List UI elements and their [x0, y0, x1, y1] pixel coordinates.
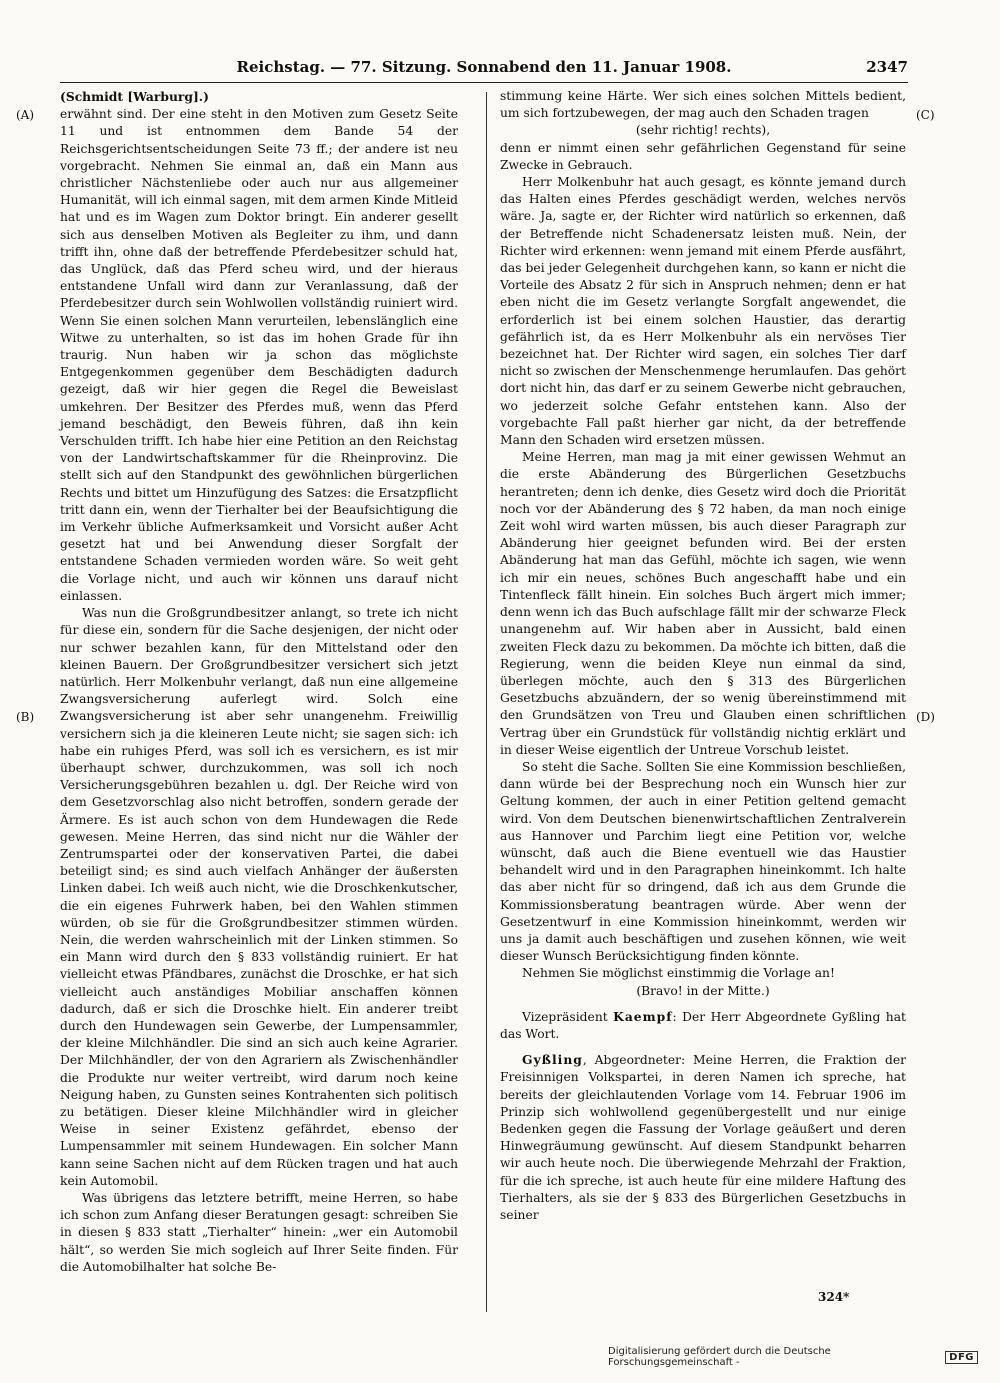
column-divider [486, 92, 487, 1312]
footer-credit: Digitalisierung gefördert durch die Deutsche Forschungsgemeinschaft - [608, 1346, 831, 1368]
left-paragraph-3: Was übrigens das letztere betrifft, meine Herren, so habe ich schon zum Anfang dieser Beratungen gesagt: schreiben Sie in diesen § 833 statt „Tierhalter“ hinein: „wer ein Automobil hält“, so werden Sie mich sogleich auf Ihrer Seite finden. Für die Automobilhalter hat solche Be- [60, 1191, 458, 1274]
margin-marker-d: (D) [916, 710, 935, 724]
right-paragraph-1: stimmung keine Härte. Wer sich eines solchen Mittels bedient, um sich fortzubewegen, der mag auch den Schaden tragen [500, 89, 906, 121]
margin-marker-a: (A) [16, 108, 35, 122]
right-paragraph-4: Meine Herren, man mag ja mit einer gewissen Wehmut an die erste Abänderung des Bürgerlichen Gesetzbuchs herantreten; denn ich denke, dies Gesetz wird doch die Priorität noch vor der Abänderung des § 72 haben, da man noch einige Zeit wohl wird warten müssen, bis auch dieser Paragraph zur Abänderung hier geeignet befunden wird. Bei der ersten Abänderung hat man das Gefühl, möchte ich sagen, wie wenn ich mir ein neues, schönes Buch angeschafft habe und ein Tintenfleck fällt hinein. Ein solches Buch ärgert mich immer; denn wenn ich das Buch aufschlage fällt mir der schwarze Fleck unangenehm auf. Wir haben aber in Aussicht, bald einen zweiten Fleck dazu zu bekommen. Da möchte ich bitten, daß die Regierung, wenn die beiden Kleye nun einmal da sind, überlegen möchte, auch den § 313 des Bürgerlichen Gesetzbuchs abzuändern, der so wenig übereinstimmend mit den Grundsätzen von Treu und Glauben einen schriftlichen Vertrag über ein Grundstück für vollständig nichtig erklärt und in dieser Weise eigentlich der Untreue Vorschub leistet. [500, 450, 906, 757]
interjection-2: (Bravo! in der Mitte.) [636, 983, 770, 998]
right-paragraph-6: Nehmen Sie möglichst einstimmig die Vorlage an! [522, 966, 835, 981]
president-statement: Vizepräsident Kaempf: Der Herr Abgeordnete Gyßling hat das Wort. [500, 1008, 906, 1041]
header-rule [60, 82, 908, 83]
right-column [500, 88, 906, 1224]
footer [608, 1348, 978, 1366]
left-column [60, 88, 458, 1276]
dfg-logo: DFG [945, 1351, 978, 1364]
running-title: Reichstag. — 77. Sitzung. Sonnabend den 11. Januar 1908. [236, 58, 732, 76]
speaker2-statement: Gyßling, Abgeordneter: Meine Herren, die Fraktion der Freisinnigen Volkspartei, in deren Namen ich spreche, hat bereits der gleichlautenden Vorlage vom 14. Februar 1906 im Prinzip sich wohlwollend gegenübergestellt und nur einige Bedenken gegen die Fassung der Vorlage geäußert und deren Hinwegräumung gewünscht. Auf diesem Standpunkt beharren wir auch heute noch. Die überwiegende Mehrzahl der Fraktion, für die ich spreche, ist auch heute für eine mildere Haftung des Tierhalters, als sie der § 833 des Bürgerlichen Gesetzbuchs in seiner [500, 1052, 906, 1222]
margin-marker-c: (C) [916, 108, 935, 122]
president-name: Kaempf [613, 1008, 673, 1024]
right-paragraph-5: So steht die Sache. Sollten Sie eine Kommission beschließen, dann würde bei der Besprechung noch ein Wunsch hier zur Geltung kommen, der auch in einer Petition geltend gemacht wird. Von dem Deutschen bienenwirtschaftlichen Zentralverein aus Hannover und Parchim liegt eine Petition vor, welche wünscht, daß auch die Biene eventuell wie das Haustier behandelt wird und in den Paragraphen hineinkommt. Ich halte das aber nicht für so dringend, daß ich aus dem Grunde die Kommissionsberatung beantragen würde. Aber wenn der Gesetzentwurf in eine Kommission hineinkommt, werden wir uns ja damit auch beschäftigen und zusehen können, wie weit dieser Wunsch Berücksichtigung finden könnte. [500, 759, 906, 964]
page-header [60, 58, 908, 80]
left-paragraph-2: Was nun die Großgrundbesitzer anlangt, so trete ich nicht für diese ein, sondern für die Sache desjenigen, der nicht oder nur schwer bezahlen kann, für den Mittelstand oder den kleinen Bauern. Der Großgrundbesitzer versichert sich jetzt natürlich. Herr Molkenbuhr verlangt, daß nun eine allgemeine Zwangsversicherung auferlegt wird. Solch eine Zwangsversicherung ist aber sehr unangenehm. Freiwillig versichern sich ja die kleineren Leute nicht; sie sagen sich: ich habe ein ruhiges Pferd, was soll ich es versichern, es ist mir überhaupt schwer, durchzukommen, was soll ich noch Versicherungsgebühren bezahlen u. dgl. Der Reiche wird von dem Gesetzvorschlag also nicht betroffen, sondern gerade der Ärmere. Es ist auch schon von dem Hundewagen die Rede gewesen. Meine Herren, das sind nicht nur die Wähler der Zentrumspartei oder der konservativen Partei, die dabei beteiligt sind; es sind auch vielfach Anhänger der äußersten Linken dabei. Ich weiß auch nicht, wie die Droschkenkutscher, die ein eigenes Fuhrwerk haben, bei den Wahlen stimmen würden, ob sie für die Großgrundbesitzer stimmen würden. Nein, die werden wahrscheinlich mit der Linken stimmen. So ein Mann wird durch den § 833 vollständig ruiniert. Er hat vielleicht etwas Pfändbares, zunächst die Droschke, er hat sich vielleicht auch anständiges Mobiliar anschaffen können dadurch, daß er sich die Droschke hielt. Ein anderer treibt durch den Hundewagen sein Gewerbe, der Lumpensammler, der kleine Milchhändler. Die sind an sich auch keine Agrarier. Der Milchhändler, der von den Agrariern als Zwischenhändler die Produkte nur weiter vertreibt, wird darum noch keine Neigung haben, zu Gunsten seines Kontrahenten sich politisch zu betätigen. Dieser kleine Milchhändler wird in gleicher Weise in seiner Existenz gefährdet, ebenso der Lumpensammler mit seinem Hundewagen. Ein solcher Mann kann seine Sachen nicht auf dem Rücken tragen und hat auch kein Automobil. [60, 606, 458, 1188]
margin-marker-b: (B) [16, 710, 35, 724]
right-paragraph-3: Herr Molkenbuhr hat auch gesagt, es könnte jemand durch das Halten eines Pferdes geschädigt werden, welches nervös wäre. Ja, sagte er, der Richter wird natürlich so erkennen, daß der Betreffende nicht Schadenersatz leisten muß. Nein, der Richter wird erkennen: wenn jemand mit einem Pferde ausfährt, das bei jeder Gelegenheit durchgehen kann, so kann er nicht die Vorteile des Absatz 2 für sich in Anspruch nehmen; denn er hat eben nicht die im Gesetz verlangte Sorgfalt angewendet, die erforderlich ist bei einem solchen Haustier, das derartig gefährlich ist, da es Herr Molkenbuhr als ein nervöses Tier bezeichnet hat. Der Richter wird sagen, ein solches Tier darf nicht so zwischen der Menschenmenge herumlaufen. Das gehört dort nicht hin, das darf er zu seinem Gewerbe nicht gebrauchen, wo jederzeit solche Gefahr entstehen kann. Also der vorgebachte Fall paßt hierher gar nicht, da der betreffende Mann den Schaden wird ersetzen müssen. [500, 175, 906, 448]
interjection-1: (sehr richtig! rechts), [635, 123, 771, 138]
page-number: 2347 [866, 58, 908, 76]
speaker2-name: Gyßling [522, 1052, 583, 1068]
speaker-tag: (Schmidt [Warburg].) [60, 89, 209, 104]
right-paragraph-2: denn er nimmt einen sehr gefährlichen Gegenstand für seine Zwecke in Gebrauch. [500, 140, 906, 172]
signature-mark: 324* [818, 1290, 850, 1304]
left-paragraph-1: erwähnt sind. Der eine steht in den Motiven zum Gesetz Seite 11 und ist entnommen dem Bande 54 der Reichsgerichtsentscheidungen Seite 73 ff.; der andere ist neu vorgebracht. Nehmen Sie einmal an, daß ein Mann aus christlicher Nächstenliebe oder auch nur aus allgemeiner Humanität, will ich einmal sagen, mit dem armen Kinde Mitleid hat und es im Wagen zum Doktor bringt. Ein anderer gesellt sich aus denselben Motiven als Begleiter zu ihm, und dann trifft ihn, ohne daß der betreffende Pferdebesitzer schuld hat, das Unglück, daß das Pferd scheu wird, und der hieraus entstandene Unfall wird dann zur Veranlassung, daß der Pferdebesitzer durch sein Wohlwollen vollständig ruiniert wird. Wenn Sie einen solchen Mann verurteilen, lebenslänglich eine Witwe zu unterhalten, so ist das im hohen Grade für ihn traurig. Nun haben wir ja schon das möglichste Entgegenkommen gegenüber dem Beschädigten dadurch gezeigt, daß wir hier gegen die Regel die Beweislast umkehren. Der Besitzer des Pferdes muß, wenn das Pferd jemand beschädigt, den Beweis führen, daß ihn kein Verschulden trifft. Ich habe hier eine Petition an den Reichstag von der Landwirtschaftskammer für die Rheinprovinz. Die stellt sich auf den Standpunkt des gewöhnlichen bürgerlichen Rechts und bittet um Hinzufügung des Satzes: die Ersatzpflicht tritt dann ein, wenn der Tierhalter bei der Beaufsichtigung die im Verkehr übliche Aufmerksamkeit und Vorsicht außer Acht gesetzt hat und bei Anwendung dieser Sorgfalt der entstandene Schaden vermieden worden wäre. So weit geht die Vorlage nicht, und auch wir können uns darauf nicht einlassen. [60, 107, 458, 603]
